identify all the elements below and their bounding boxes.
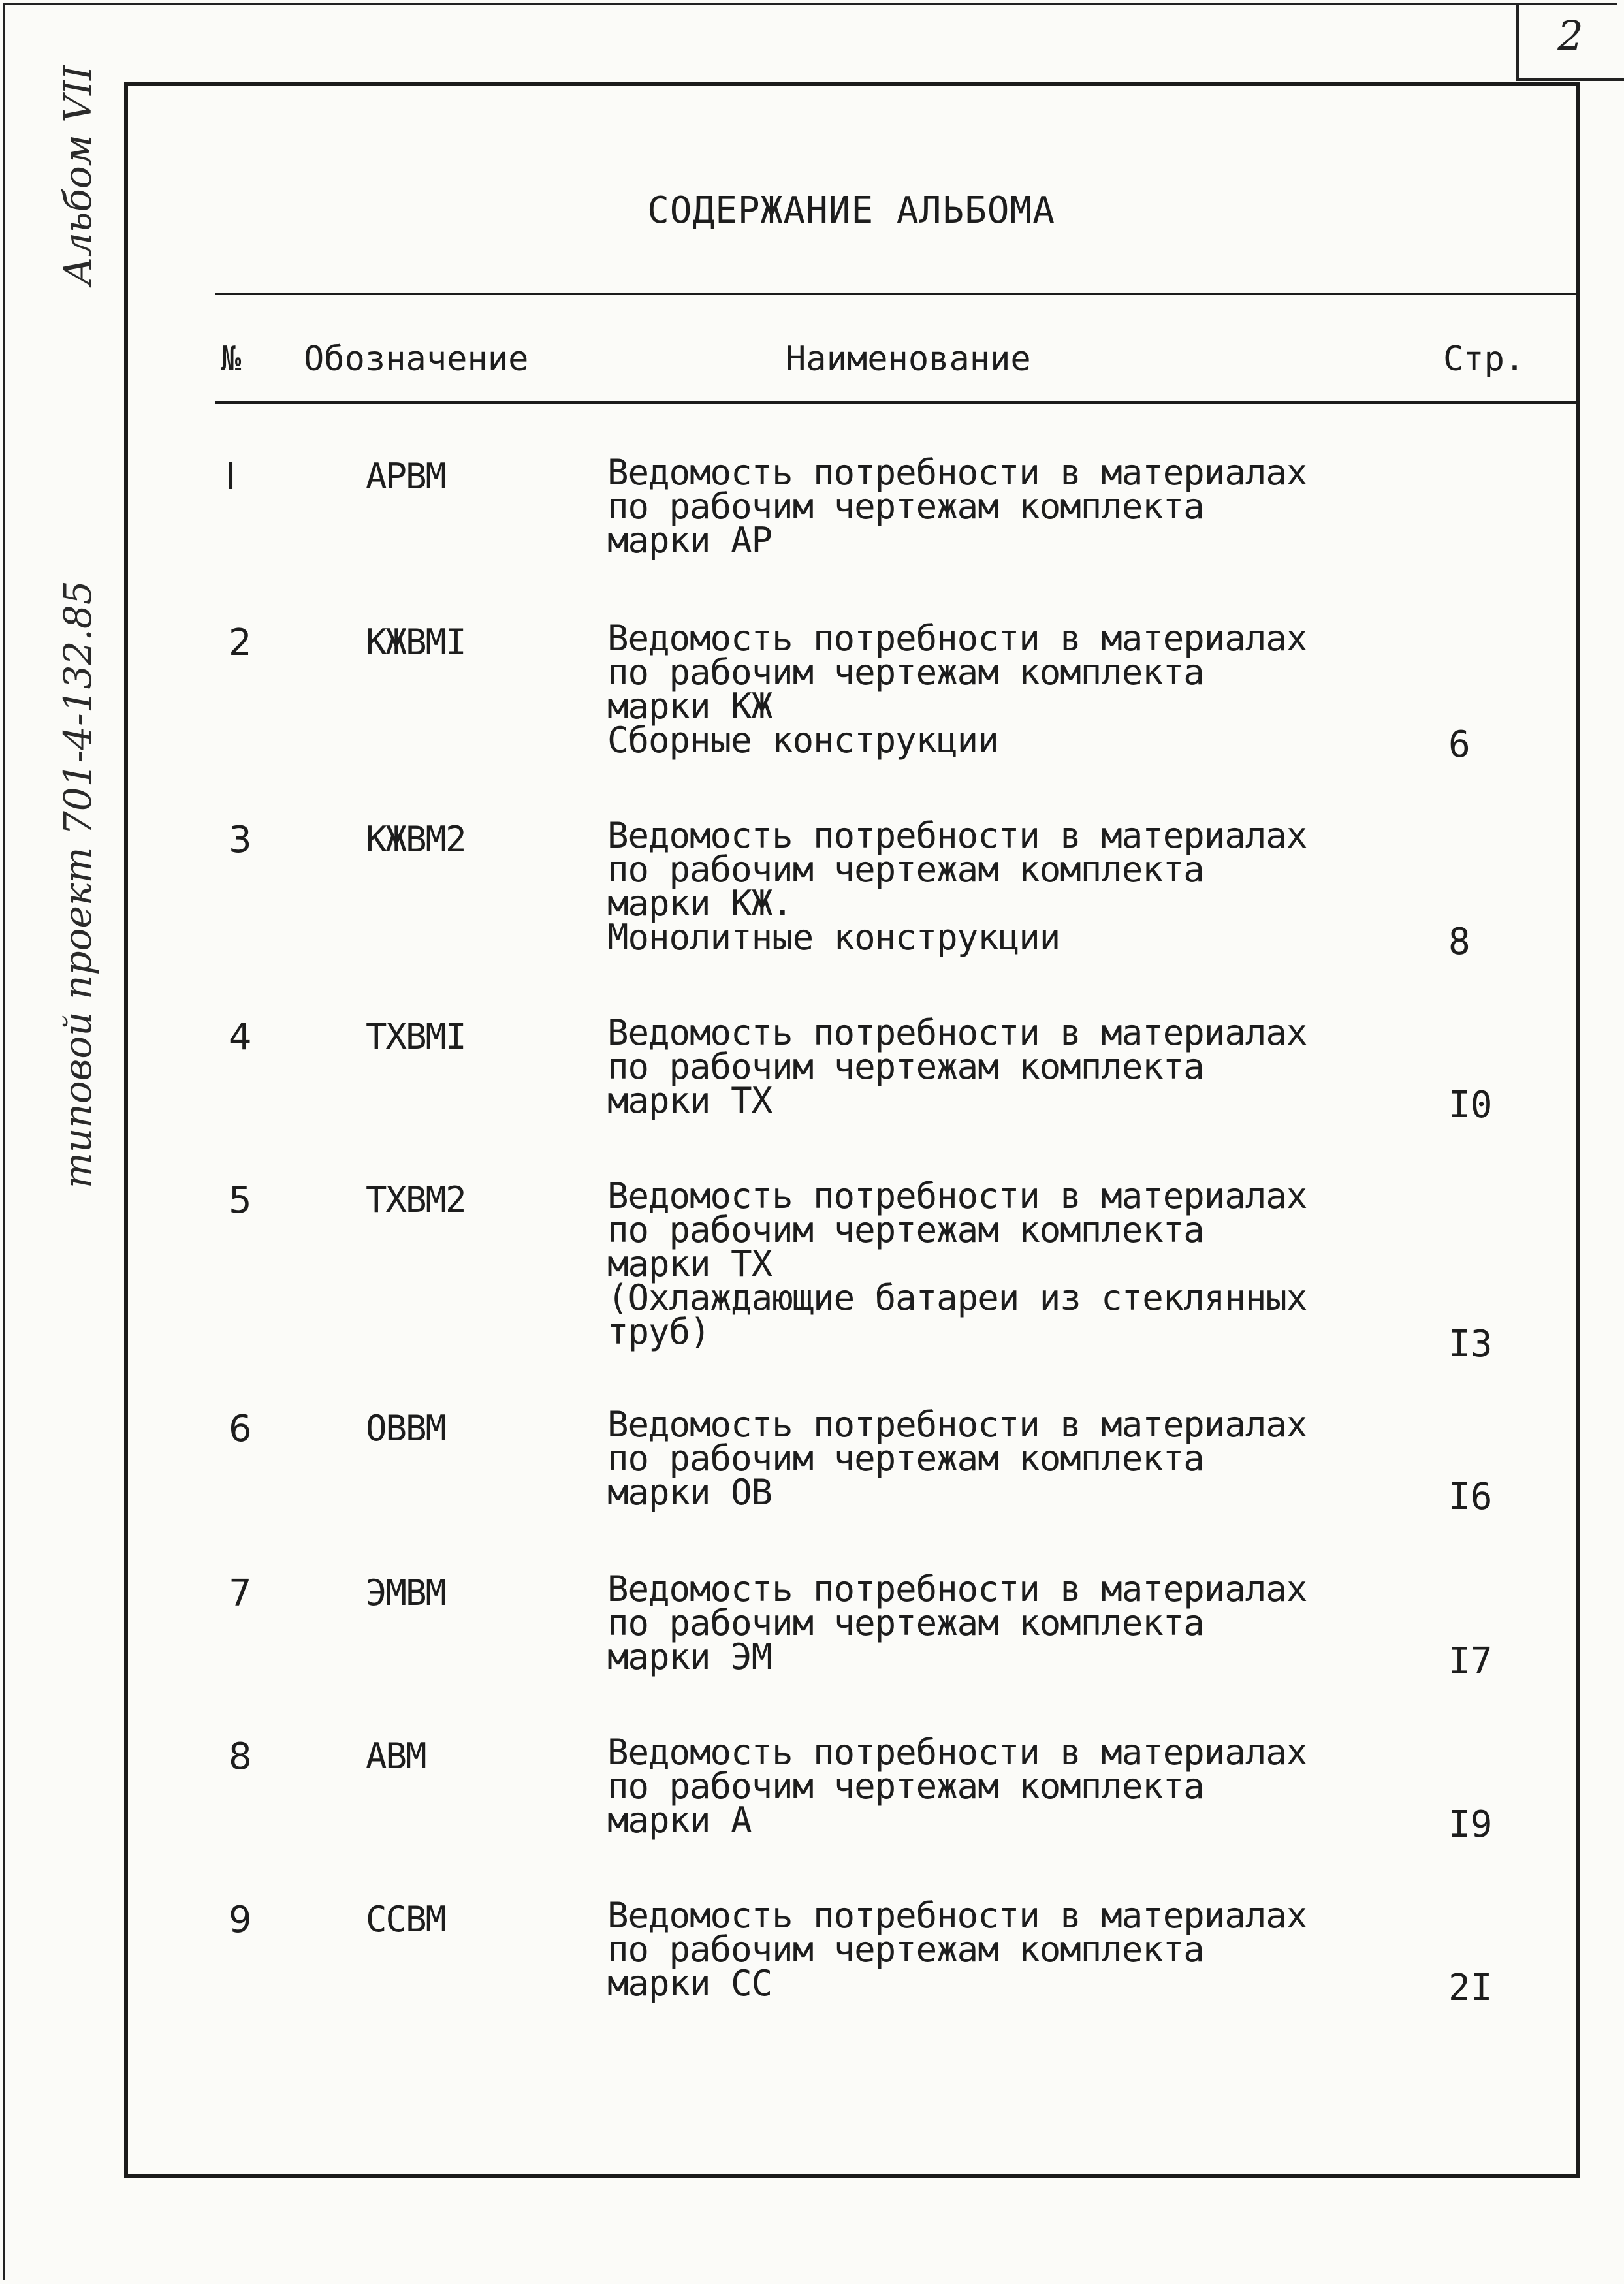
drawing-frame [124,82,1580,2178]
row-page: 8 [1448,921,1471,963]
row-name-line: Ведомость потребности в материалах [607,618,1307,659]
row-name-line: по рабочим чертежам комплекта [607,1602,1204,1643]
row-name-line: Ведомость потребности в материалах [607,1732,1307,1773]
row-page: 6 [1448,723,1471,766]
side-stamp [56,65,108,1188]
row-code: ТХВМI [366,1016,466,1057]
row-name-line: по рабочим чертежам комплекта [607,486,1204,527]
row-name-line: марки ЭМ [607,1636,772,1677]
row-name [607,1175,1307,1352]
row-code: ТХВМ2 [366,1179,466,1220]
side-stamp-project: типовой проект 701-4-132.85 [56,580,100,1188]
row-code: ССВМ [366,1899,446,1940]
row-name-line: по рабочим чертежам комплекта [607,1766,1204,1807]
row-name-line: Ведомость потребности в материалах [607,1895,1307,1936]
row-name [607,1568,1307,1677]
header-code: Обозначение [304,340,529,379]
row-name-line: (Охлаждающие батареи из стеклянных [607,1277,1307,1318]
row-name-line: по рабочим чертежам комплекта [607,1209,1204,1250]
row-name-line: марки ОВ [607,1472,772,1513]
row-name-line: марки КЖ. [607,883,793,924]
header-top-rule [215,293,1577,295]
row-name-line: по рабочим чертежам комплекта [607,652,1204,693]
row-name [607,452,1307,561]
row-name-line: по рабочим чертежам комплекта [607,1438,1204,1479]
row-name-line: Ведомость потребности в материалах [607,452,1307,493]
row-page: I0 [1448,1084,1493,1126]
row-name-line: Ведомость потребности в материалах [607,1404,1307,1445]
row-name [607,1012,1307,1121]
row-number: 8 [229,1736,252,1778]
row-name-line: Ведомость потребности в материалах [607,1568,1307,1610]
row-number: 5 [229,1179,252,1222]
row-number: 6 [229,1408,252,1450]
row-name-line: марки ТХ [607,1080,772,1121]
row-page: I3 [1448,1323,1493,1365]
header-name: Наименование [786,340,1031,379]
row-name-line: марки КЖ [607,686,772,727]
row-page: I6 [1448,1476,1493,1518]
row-code: ЭМВМ [366,1572,446,1613]
row-name-line: Монолитные конструкции [607,917,1060,958]
row-code: ОВВМ [366,1408,446,1449]
row-name [607,815,1307,958]
row-number: I [225,456,236,498]
row-name-line: труб) [607,1311,710,1352]
row-name-line: марки ТХ [607,1243,772,1284]
row-name [607,618,1307,761]
row-code: КЖВМ2 [366,819,466,860]
row-name-line: Ведомость потребности в материалах [607,1012,1307,1053]
row-name-line: марки АР [607,520,772,561]
row-number: 3 [229,819,252,861]
row-page: 2I [1448,1967,1493,2009]
row-number: 9 [229,1899,252,1941]
row-number: 4 [229,1016,252,1058]
row-name [607,1732,1307,1841]
row-name-line: по рабочим чертежам комплекта [607,1046,1204,1087]
side-stamp-album: Альбом VII [56,65,100,285]
row-name-line: Сборные конструкции [607,720,998,761]
page-title: СОДЕРЖАНИЕ АЛЬБОМА [647,189,1055,232]
header-num: № [221,340,242,379]
row-number: 2 [229,622,252,664]
header-bottom-rule [215,401,1577,404]
row-number: 7 [229,1572,252,1615]
row-name-line: Ведомость потребности в материалах [607,815,1307,856]
row-name-line: марки СС [607,1963,772,2004]
row-name [607,1404,1307,1513]
row-name-line: по рабочим чертежам комплекта [607,1929,1204,1970]
row-code: АРВМ [366,456,446,497]
sheet-number: 2 [1557,12,1584,59]
row-page: I9 [1448,1803,1493,1846]
row-name [607,1895,1307,2004]
row-code: КЖВМI [366,622,466,663]
row-page: I7 [1448,1640,1493,1683]
row-code: АВМ [366,1736,426,1777]
row-name-line: по рабочим чертежам комплекта [607,849,1204,890]
row-name-line: марки А [607,1800,752,1841]
header-page: Стр. [1443,340,1525,379]
row-name-line: Ведомость потребности в материалах [607,1175,1307,1216]
